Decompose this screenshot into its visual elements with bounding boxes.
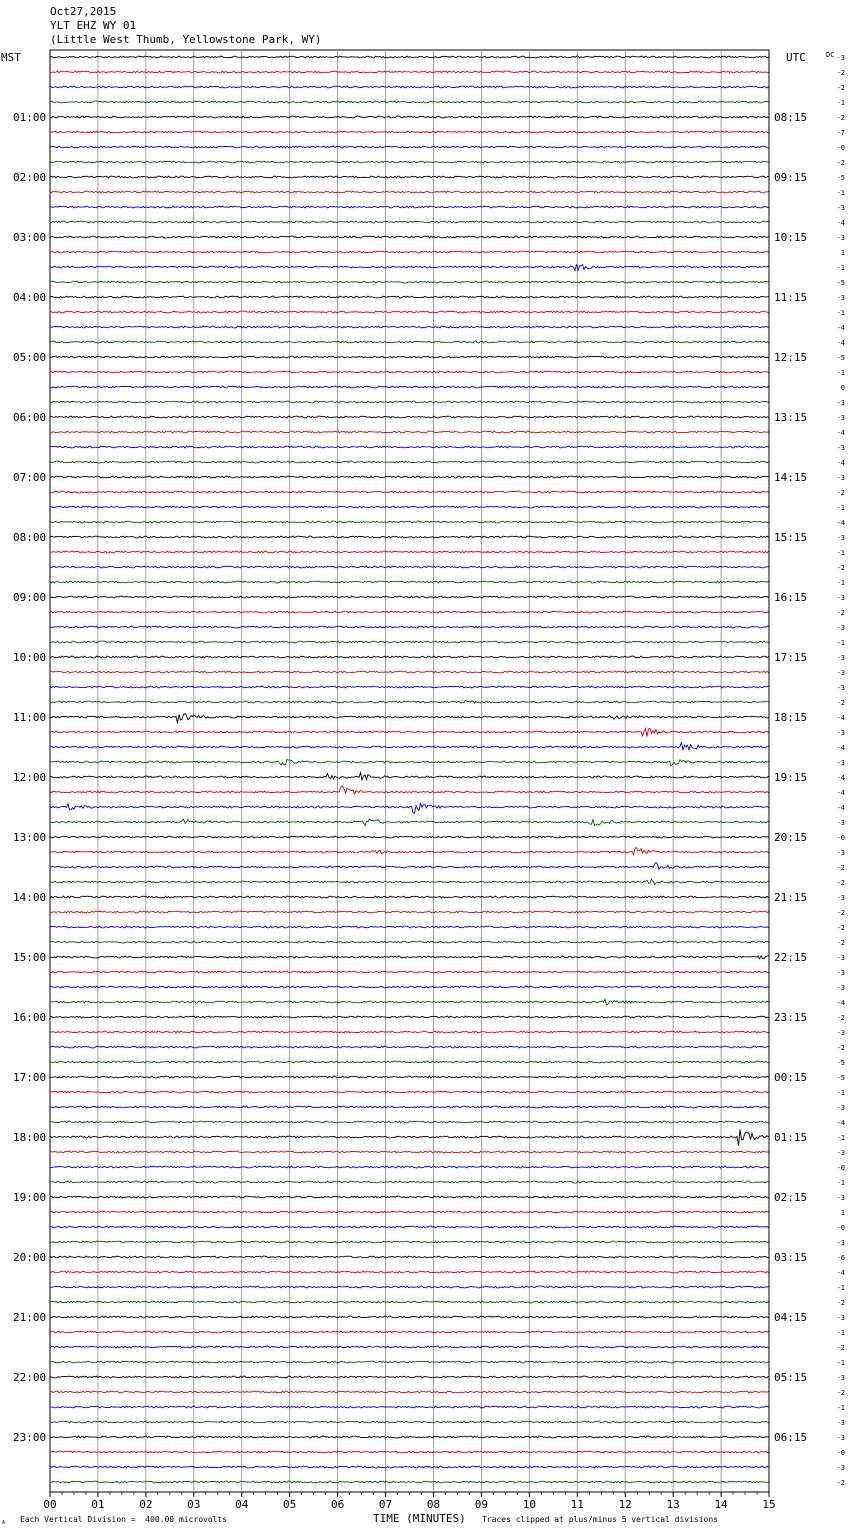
x-tick-label: 01 xyxy=(91,1498,105,1511)
dc-offset-value: -3 xyxy=(836,234,845,242)
trace-row xyxy=(50,611,769,613)
dc-offset-value: -0 xyxy=(836,1449,845,1457)
trace-row xyxy=(50,911,769,913)
trace-row xyxy=(50,386,769,388)
left-hour-label: 10:00 xyxy=(13,651,47,664)
label-layer xyxy=(1,51,845,1511)
x-tick-label: 04 xyxy=(235,1498,249,1511)
dc-offset-value: -6 xyxy=(836,1254,845,1262)
x-tick-label: 03 xyxy=(187,1498,201,1511)
dc-offset-value: -2 xyxy=(836,864,845,872)
trace-row xyxy=(50,1331,769,1333)
dc-offset-value: -2 xyxy=(836,159,845,167)
x-tick-label: 10 xyxy=(522,1498,536,1511)
right-hour-label: 22:15 xyxy=(774,951,808,964)
dc-offset-value: -3 xyxy=(836,654,845,662)
right-timezone-label: UTC xyxy=(786,51,806,64)
dc-offset-value: -1 xyxy=(836,369,845,377)
trace-row xyxy=(50,251,769,253)
trace-row xyxy=(50,1196,769,1198)
dc-offset-value: -3 xyxy=(836,894,845,902)
trace-row xyxy=(50,101,769,103)
trace-row xyxy=(50,1016,769,1018)
dc-offset-value: -3 xyxy=(836,1374,845,1382)
trace-row xyxy=(50,264,769,270)
trace-row xyxy=(50,1271,769,1273)
trace-row xyxy=(50,671,769,673)
dc-offset-value: -2 xyxy=(836,924,845,932)
dc-offset-value: -2 xyxy=(836,564,845,572)
trace-row xyxy=(50,176,769,178)
left-hour-label: 21:00 xyxy=(13,1311,47,1324)
right-hour-label: 18:15 xyxy=(774,711,808,724)
clipping-note: Traces clipped at plus/minus 5 vertical divisions xyxy=(482,1515,719,1524)
trace-row xyxy=(50,236,769,238)
trace-row xyxy=(50,1346,769,1348)
trace-row xyxy=(50,191,769,193)
trace-row xyxy=(50,86,769,88)
trace-row xyxy=(50,1466,769,1468)
trace-row xyxy=(50,896,769,898)
dc-offset-value: -0 xyxy=(836,834,845,842)
dc-offset-value: -3 xyxy=(836,534,845,542)
dc-offset-value: -5 xyxy=(836,174,845,182)
left-hour-label: 17:00 xyxy=(13,1071,47,1084)
vertical-scale-note: Each Vertical Division = 400.00 microvolts xyxy=(20,1515,228,1524)
trace-row xyxy=(50,221,769,223)
x-tick-label: 07 xyxy=(378,1498,393,1511)
dc-offset-value: -5 xyxy=(836,1074,845,1082)
dc-offset-value: -4 xyxy=(836,789,845,797)
trace-row xyxy=(50,773,769,780)
trace-row xyxy=(50,281,769,283)
dc-offset-value: -3 xyxy=(836,669,845,677)
trace-row xyxy=(50,1129,769,1146)
dc-offset-value: -4 xyxy=(836,459,845,467)
dc-offset-value: -0 xyxy=(836,1164,845,1172)
right-hour-label: 04:15 xyxy=(774,1311,808,1324)
dc-offset-value: -3 xyxy=(836,1194,845,1202)
x-tick-label: 12 xyxy=(618,1498,632,1511)
trace-row xyxy=(50,656,769,658)
trace-row xyxy=(50,596,769,598)
corner-mark: A xyxy=(2,1520,6,1526)
dc-offset-value: -1 xyxy=(836,549,845,557)
left-hour-label: 07:00 xyxy=(13,471,47,484)
dc-offset-value: -2 xyxy=(836,939,845,947)
dc-offset-header: DC xyxy=(826,51,835,59)
dc-offset-value: -3 xyxy=(836,1434,845,1442)
trace-row xyxy=(50,728,769,736)
dc-offset-value: -4 xyxy=(836,219,845,227)
dc-offset-value: -3 xyxy=(836,684,845,692)
right-hour-label: 10:15 xyxy=(774,231,808,244)
dc-offset-value: -2 xyxy=(836,609,845,617)
dc-offset-value: -2 xyxy=(836,699,845,707)
trace-row xyxy=(50,581,769,583)
dc-offset-value: -3 xyxy=(836,819,845,827)
dc-offset-value: -1 xyxy=(836,1089,845,1097)
trace-row xyxy=(50,1391,769,1393)
right-hour-label: 08:15 xyxy=(774,111,808,124)
dc-offset-value: -1 xyxy=(836,189,845,197)
right-hour-label: 23:15 xyxy=(774,1011,808,1024)
trace-row xyxy=(50,566,769,568)
dc-offset-value: -4 xyxy=(836,1119,845,1127)
trace-row xyxy=(50,1376,769,1378)
trace-row xyxy=(50,146,769,148)
dc-offset-value: -3 xyxy=(836,294,845,302)
left-hour-label: 05:00 xyxy=(13,351,47,364)
trace-row xyxy=(50,1046,769,1048)
trace-row xyxy=(50,476,769,478)
dc-offset-value: -3 xyxy=(836,1314,845,1322)
dc-offset-value: -5 xyxy=(836,1059,845,1067)
dc-offset-value: 1 xyxy=(840,1209,845,1217)
left-hour-label: 11:00 xyxy=(13,711,47,724)
dc-offset-value: -1 xyxy=(836,1359,845,1367)
left-hour-label: 01:00 xyxy=(13,111,47,124)
trace-row xyxy=(50,1286,769,1288)
trace-row xyxy=(50,1031,769,1033)
trace-row xyxy=(50,551,769,553)
right-hour-label: 00:15 xyxy=(774,1071,808,1084)
dc-offset-value: -2 xyxy=(836,84,845,92)
left-hour-label: 18:00 xyxy=(13,1131,47,1144)
trace-row xyxy=(50,1256,769,1258)
trace-row xyxy=(50,743,769,751)
left-hour-label: 06:00 xyxy=(13,411,47,424)
trace-row xyxy=(50,1226,769,1228)
trace-row xyxy=(50,1436,769,1438)
left-hour-label: 19:00 xyxy=(13,1191,47,1204)
dc-offset-value: -1 xyxy=(836,1329,845,1337)
dc-offset-value: -2 xyxy=(836,1389,845,1397)
trace-row xyxy=(50,356,769,358)
trace-row xyxy=(50,999,769,1005)
dc-offset-value: -3 xyxy=(836,1464,845,1472)
dc-offset-value: -1 xyxy=(836,504,845,512)
dc-offset-value: -4 xyxy=(836,774,845,782)
dc-offset-value: -3 xyxy=(836,954,845,962)
station-location: (Little West Thumb, Yellowstone Park, WY) xyxy=(50,33,322,46)
right-hour-label: 03:15 xyxy=(774,1251,808,1264)
right-hour-label: 12:15 xyxy=(774,351,808,364)
dc-offset-value: -4 xyxy=(836,519,845,527)
x-tick-label: 13 xyxy=(666,1498,680,1511)
dc-offset-value: -3 xyxy=(836,759,845,767)
right-hour-label: 01:15 xyxy=(774,1131,808,1144)
dc-offset-value: -3 xyxy=(836,624,845,632)
trace-row xyxy=(50,941,769,943)
trace-row xyxy=(50,1451,769,1453)
left-hour-label: 22:00 xyxy=(13,1371,47,1384)
left-hour-label: 13:00 xyxy=(13,831,47,844)
dc-offset-value: -2 xyxy=(836,1044,845,1052)
trace-row xyxy=(50,1316,769,1318)
right-hour-label: 16:15 xyxy=(774,591,808,604)
dc-offset-value: -3 xyxy=(836,54,845,62)
trace-row xyxy=(50,401,769,403)
right-hour-label: 15:15 xyxy=(774,531,808,544)
trace-row xyxy=(50,431,769,433)
dc-offset-value: -1 xyxy=(836,1284,845,1292)
left-hour-label: 04:00 xyxy=(13,291,47,304)
trace-row xyxy=(50,714,769,724)
trace-row xyxy=(50,760,769,766)
left-hour-label: 09:00 xyxy=(13,591,47,604)
dc-offset-value: -1 xyxy=(836,309,845,317)
dc-offset-value: -3 xyxy=(836,399,845,407)
dc-offset-value: -3 xyxy=(836,444,845,452)
dc-offset-value: -3 xyxy=(836,1029,845,1037)
right-hour-label: 11:15 xyxy=(774,291,808,304)
trace-row xyxy=(50,131,769,133)
trace-row xyxy=(50,461,769,463)
right-hour-label: 06:15 xyxy=(774,1431,808,1444)
dc-offset-value: -1 xyxy=(836,99,845,107)
dc-offset-value: -5 xyxy=(836,279,845,287)
trace-row xyxy=(50,971,769,973)
left-hour-label: 03:00 xyxy=(13,231,47,244)
dc-offset-value: -7 xyxy=(836,129,845,137)
dc-offset-value: -4 xyxy=(836,324,845,332)
left-hour-label: 23:00 xyxy=(13,1431,47,1444)
x-tick-label: 00 xyxy=(43,1498,57,1511)
trace-row xyxy=(50,1076,769,1078)
trace-row xyxy=(50,804,769,814)
left-hour-label: 12:00 xyxy=(13,771,47,784)
left-hour-label: 16:00 xyxy=(13,1011,47,1024)
trace-row xyxy=(50,1211,769,1213)
dc-offset-value: -1 xyxy=(836,1404,845,1412)
trace-row xyxy=(50,206,769,208)
dc-offset-value: -1 xyxy=(836,639,845,647)
trace-row xyxy=(50,955,769,958)
trace-row xyxy=(50,786,769,794)
dc-offset-value: -4 xyxy=(836,1269,845,1277)
trace-row xyxy=(50,1166,769,1168)
trace-row xyxy=(50,521,769,523)
left-hour-label: 14:00 xyxy=(13,891,47,904)
trace-row xyxy=(50,1241,769,1243)
trace-row xyxy=(50,626,769,628)
dc-offset-value: -2 xyxy=(836,489,845,497)
right-hour-label: 21:15 xyxy=(774,891,808,904)
right-hour-label: 02:15 xyxy=(774,1191,808,1204)
trace-row xyxy=(50,879,769,884)
trace-row xyxy=(50,686,769,688)
trace-row xyxy=(50,1106,769,1108)
dc-offset-value: -4 xyxy=(836,339,845,347)
dc-offset-value: -2 xyxy=(836,114,845,122)
trace-layer xyxy=(50,56,769,1483)
trace-row xyxy=(50,926,769,928)
dc-offset-value: -4 xyxy=(836,804,845,812)
trace-row xyxy=(50,161,769,163)
dc-offset-value: -1 xyxy=(836,1179,845,1187)
left-hour-label: 20:00 xyxy=(13,1251,47,1264)
x-tick-label: 02 xyxy=(139,1498,153,1511)
trace-row xyxy=(50,326,769,328)
x-tick-label: 05 xyxy=(283,1498,297,1511)
left-timezone-label: MST xyxy=(1,51,21,64)
trace-row xyxy=(50,1301,769,1303)
dc-offset-value: -2 xyxy=(836,69,845,77)
left-hour-label: 08:00 xyxy=(13,531,47,544)
dc-offset-value: -2 xyxy=(836,909,845,917)
record-date: Oct27,2015 xyxy=(50,5,117,18)
trace-row xyxy=(50,819,769,826)
right-hour-label: 20:15 xyxy=(774,831,808,844)
trace-row xyxy=(50,836,769,838)
trace-row xyxy=(50,848,769,855)
trace-row xyxy=(50,1421,769,1423)
dc-offset-value: -1 xyxy=(836,1134,845,1142)
dc-offset-value: -4 xyxy=(836,714,845,722)
dc-offset-value: -0 xyxy=(836,1224,845,1232)
right-hour-label: 05:15 xyxy=(774,1371,808,1384)
dc-offset-value: -3 xyxy=(836,984,845,992)
left-hour-label: 02:00 xyxy=(13,171,47,184)
trace-row xyxy=(50,1181,769,1183)
right-hour-label: 13:15 xyxy=(774,411,808,424)
left-hour-label: 15:00 xyxy=(13,951,47,964)
trace-row xyxy=(50,311,769,313)
dc-offset-value: -3 xyxy=(836,474,845,482)
x-tick-label: 11 xyxy=(570,1498,584,1511)
right-hour-label: 09:15 xyxy=(774,171,808,184)
trace-row xyxy=(50,506,769,508)
trace-row xyxy=(50,536,769,538)
dc-offset-value: 0 xyxy=(840,384,845,392)
trace-row xyxy=(50,1121,769,1123)
trace-row xyxy=(50,641,769,643)
x-tick-label: 14 xyxy=(714,1498,728,1511)
trace-row xyxy=(50,56,769,58)
trace-row xyxy=(50,296,769,298)
dc-offset-value: -1 xyxy=(836,579,845,587)
trace-row xyxy=(50,863,769,870)
x-axis-label: TIME (MINUTES) xyxy=(373,1512,466,1525)
dc-offset-value: -3 xyxy=(836,1149,845,1157)
dc-offset-value: -2 xyxy=(836,1014,845,1022)
trace-row xyxy=(50,1061,769,1063)
trace-row xyxy=(50,491,769,493)
trace-row xyxy=(50,1481,769,1483)
dc-offset-value: -5 xyxy=(836,354,845,362)
trace-row xyxy=(50,700,769,703)
trace-row xyxy=(50,371,769,373)
dc-offset-value: -3 xyxy=(836,204,845,212)
dc-offset-value: -4 xyxy=(836,429,845,437)
dc-offset-value: -2 xyxy=(836,1299,845,1307)
trace-row xyxy=(50,1091,769,1093)
x-tick-label: 09 xyxy=(474,1498,489,1511)
trace-row xyxy=(50,986,769,988)
right-hour-label: 19:15 xyxy=(774,771,808,784)
x-tick-label: 15 xyxy=(762,1498,776,1511)
dc-offset-value: -4 xyxy=(836,744,845,752)
trace-row xyxy=(50,1151,769,1153)
dc-offset-value: -3 xyxy=(836,594,845,602)
trace-row xyxy=(50,341,769,343)
dc-offset-value: -0 xyxy=(836,144,845,152)
right-hour-label: 17:15 xyxy=(774,651,808,664)
trace-row xyxy=(50,416,769,418)
dc-offset-value: -2 xyxy=(836,1479,845,1487)
dc-offset-value: -3 xyxy=(836,414,845,422)
dc-offset-value: -2 xyxy=(836,1344,845,1352)
dc-offset-value: -3 xyxy=(836,849,845,857)
dc-offset-value: -3 xyxy=(836,1239,845,1247)
dc-offset-value: -3 xyxy=(836,1419,845,1427)
station-code: YLT EHZ WY 01 xyxy=(50,19,137,32)
trace-row xyxy=(50,1406,769,1408)
dc-offset-value: -4 xyxy=(836,999,845,1007)
trace-row xyxy=(50,446,769,448)
trace-row xyxy=(50,1361,769,1363)
x-tick-label: 08 xyxy=(426,1498,441,1511)
dc-offset-value: -3 xyxy=(836,729,845,737)
dc-offset-value: 1 xyxy=(840,249,845,257)
dc-offset-value: -2 xyxy=(836,879,845,887)
dc-offset-value: -3 xyxy=(836,1104,845,1112)
trace-row xyxy=(50,71,769,73)
dc-offset-value: -3 xyxy=(836,969,845,977)
trace-row xyxy=(50,116,769,118)
x-tick-label: 06 xyxy=(330,1498,345,1511)
dc-offset-value: -1 xyxy=(836,264,845,272)
right-hour-label: 14:15 xyxy=(774,471,808,484)
